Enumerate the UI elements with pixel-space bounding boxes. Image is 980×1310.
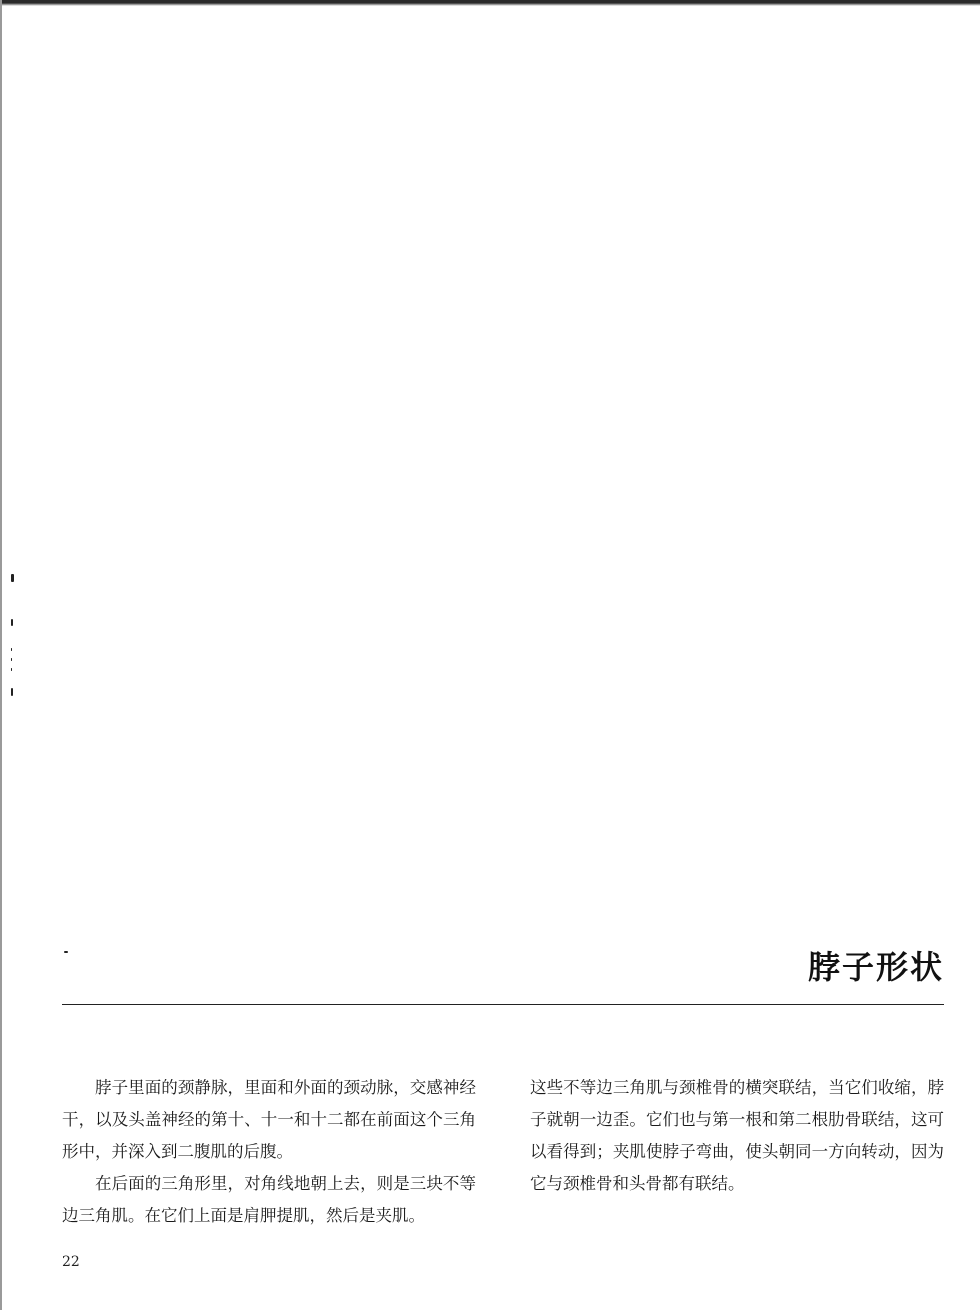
scan-speck [11,619,13,626]
page-number: 22 [62,1254,80,1270]
scan-speck [11,648,12,651]
scan-top-edge [0,0,980,6]
scan-speck [11,658,12,661]
right-text-column [530,1072,944,1200]
scan-speck [11,668,12,671]
scan-left-edge [0,0,2,1310]
left-text-column [62,1072,476,1232]
scan-speck [11,574,14,582]
page-title: 脖子形状 [807,948,944,986]
scan-speck [11,688,13,696]
body-paragraph: 这些不等边三角肌与颈椎骨的横突联结，当它们收缩，脖子就朝一边歪。它们也与第一根和第二根肋骨联结，这可以看得到；夹肌使脖子弯曲，使头朝同一方向转动，因为它与颈椎骨和头骨都有联结。 [530,1078,944,1193]
body-paragraph: 在后面的三角形里，对角线地朝上去，则是三块不等边三角肌。在它们上面是肩胛提肌，然后是夹肌。 [62,1174,476,1225]
title-divider [62,1004,944,1005]
scan-speck [64,951,68,953]
body-paragraph: 脖子里面的颈静脉，里面和外面的颈动脉，交感神经干，以及头盖神经的第十、十一和十二都在前面这个三角形中，并深入到二腹肌的后腹。 [62,1078,476,1161]
